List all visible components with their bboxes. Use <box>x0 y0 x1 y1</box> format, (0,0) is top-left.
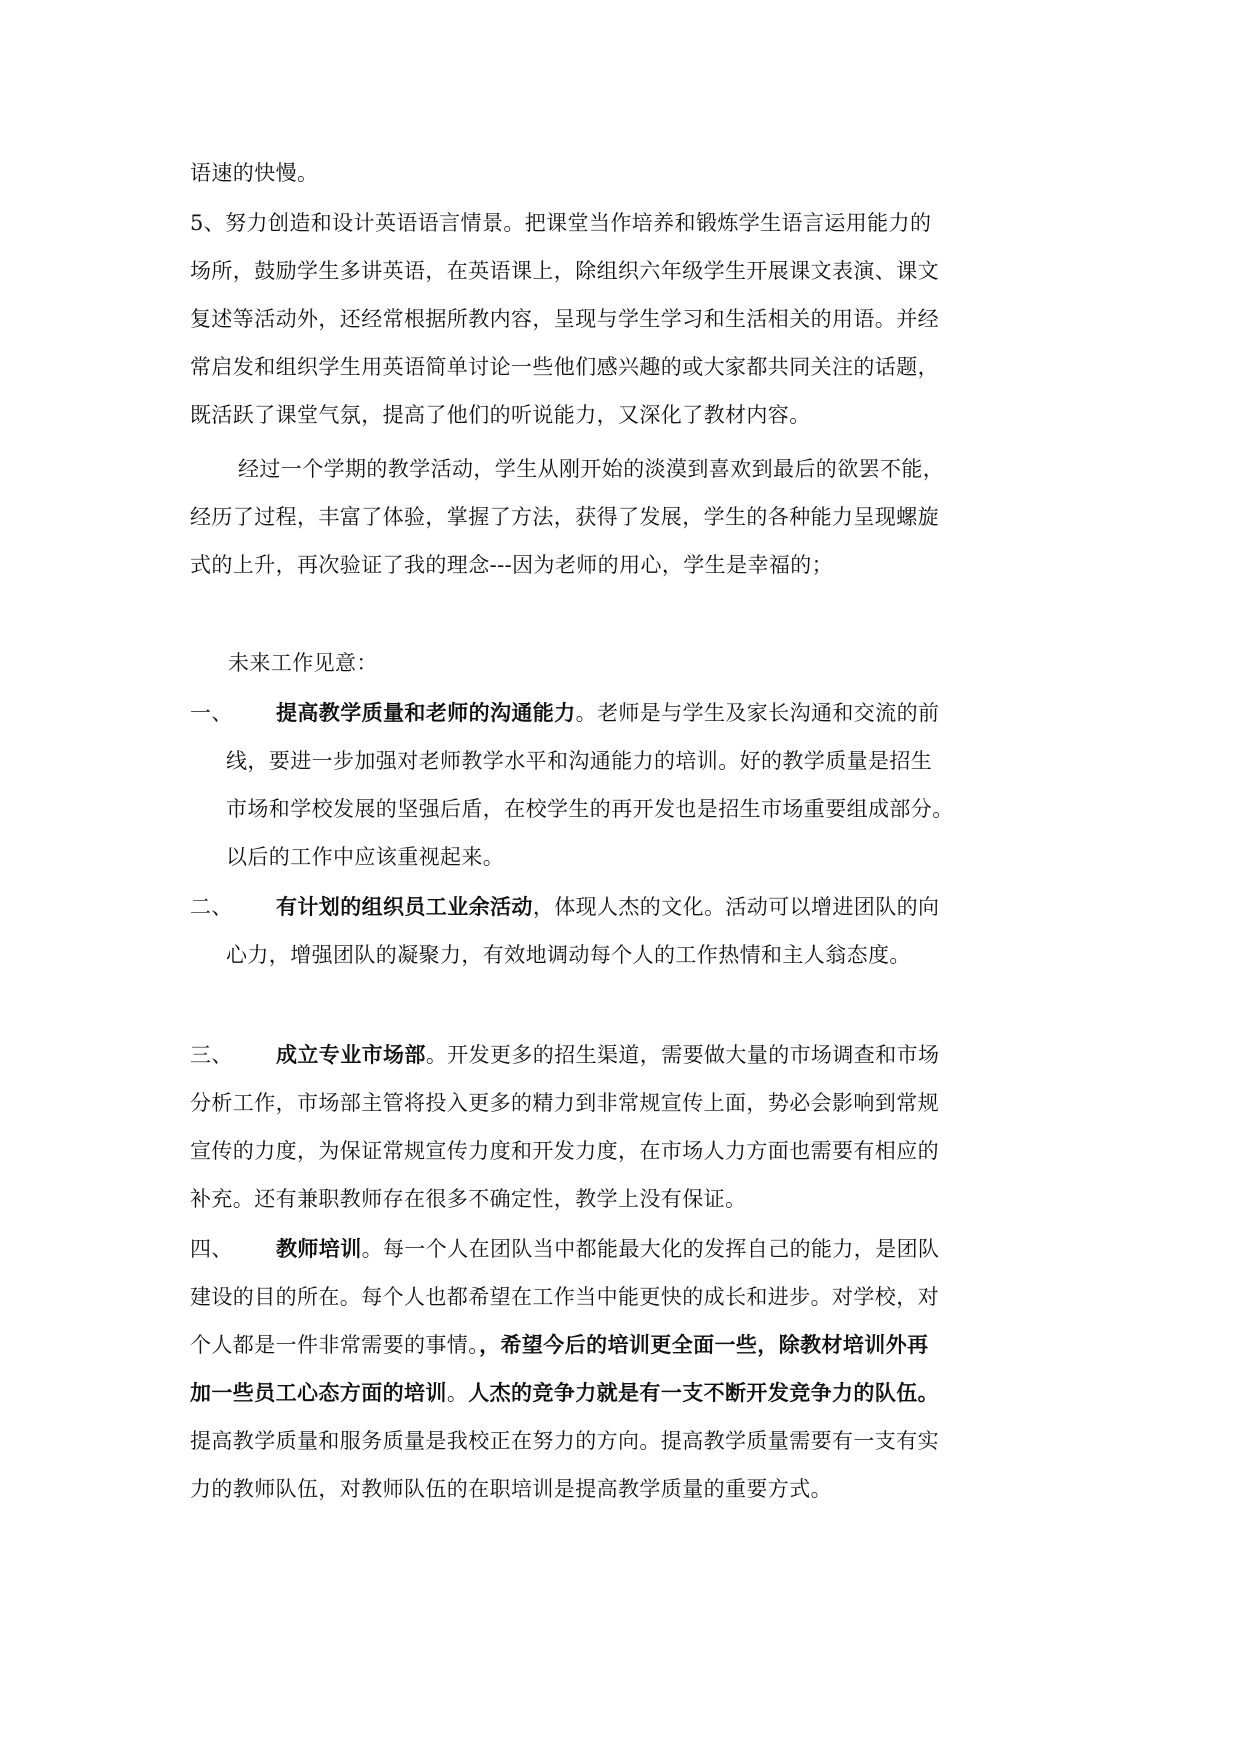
list-item-line: 补充。还有兼职教师存在很多不确定性，教学上没有保证。 <box>190 1187 747 1211</box>
paragraph-line: 经过一个学期的教学活动，学生从刚开始的淡漠到喜欢到最后的欲罢不能， <box>238 457 945 481</box>
list-item-line: 心力，增强团队的凝聚力，有效地调动每个人的工作热情和主人翁态度。 <box>226 943 911 967</box>
paragraph-line: 既活跃了课堂气氛，提高了他们的听说能力，又深化了教材内容。 <box>190 403 811 427</box>
paragraph-line: 场所，鼓励学生多讲英语，在英语课上，除组织六年级学生开展课文表演、课文 <box>190 259 939 283</box>
list-item-4-line <box>190 1234 939 1264</box>
list-item-title: 提高教学质量和老师的沟通能力 <box>276 700 576 725</box>
list-item-line: 力的教师队伍，对教师队伍的在职培训是提高教学质量的重要方式。 <box>190 1477 832 1501</box>
list-item-title: 成立专业市场部 <box>276 1042 426 1067</box>
paragraph-line: 语速的快慢。 <box>190 161 319 185</box>
list-number: 一、 <box>190 701 233 725</box>
list-item-text: 。每一个人在团队当中都能最大化的发挥自己的能力，是团队 <box>361 1237 940 1261</box>
plain-text: 个人都是一件非常需要的事情。 <box>190 1333 480 1357</box>
list-item-line: 以后的工作中应该重视起来。 <box>226 845 505 869</box>
paragraph-line: 经历了过程，丰富了体验，掌握了方法，获得了发展，学生的各种能力呈现螺旋 <box>190 505 939 529</box>
list-number: 二、 <box>190 895 233 919</box>
list-item-1-line <box>190 698 939 728</box>
list-item-line: 线，要进一步加强对老师教学水平和沟通能力的培训。好的教学质量是招生 <box>226 749 933 773</box>
list-item-line: 市场和学校发展的坚强后盾，在校学生的再开发也是招生市场重要组成部分。 <box>226 797 954 821</box>
list-item-text: 。开发更多的招生渠道，需要做大量的市场调查和市场 <box>425 1043 940 1067</box>
list-item-3-line <box>190 1040 939 1070</box>
list-number: 四、 <box>190 1237 233 1261</box>
list-item-line-mixed <box>190 1378 939 1408</box>
paragraph-line: 常启发和组织学生用英语简单讨论一些他们感兴趣的或大家都共同关注的话题， <box>190 355 939 379</box>
list-item-line: 宣传的力度，为保证常规宣传力度和开发力度，在市场人力方面也需要有相应的 <box>190 1139 939 1163</box>
list-item-line: 建设的目的所在。每个人也都希望在工作当中能更快的成长和进步。对学校，对 <box>190 1285 939 1309</box>
list-item-text: 。老师是与学生及家长沟通和交流的前 <box>575 701 940 725</box>
section-heading: 未来工作见意： <box>228 651 378 675</box>
paragraph-line: 式的上升，再次验证了我的理念---因为老师的用心，学生是幸福的； <box>190 553 834 577</box>
bold-text: ，希望今后的培训更全面一些，除教材培训外再 <box>479 1332 929 1357</box>
bold-text: 加一些员工心态方面的培训 <box>190 1380 447 1405</box>
plain-text: 。 <box>446 1381 469 1405</box>
list-item-text: ，体现人杰的文化。活动可以增进团队的向 <box>532 895 940 919</box>
list-number: 三、 <box>190 1043 233 1067</box>
paragraph-line: 复述等活动外，还经常根据所教内容，呈现与学生学习和生活相关的用语。并经 <box>190 307 939 331</box>
bold-text: 人杰的竞争力就是有一支不断开发竞争力的队伍。 <box>468 1380 940 1405</box>
paragraph-line: 5、努力创造和设计英语语言情景。把课堂当作培养和锻炼学生语言运用能力的 <box>190 211 932 235</box>
list-item-line: 提高教学质量和服务质量是我校正在努力的方向。提高教学质量需要有一支有实 <box>190 1429 939 1453</box>
list-item-line-mixed <box>190 1330 929 1360</box>
list-item-title: 教师培训 <box>276 1236 362 1261</box>
list-item-2-line <box>190 892 939 922</box>
list-item-line: 分析工作，市场部主管将投入更多的精力到非常规宣传上面，势必会影响到常规 <box>190 1091 939 1115</box>
list-item-title: 有计划的组织员工业余活动 <box>276 894 533 919</box>
